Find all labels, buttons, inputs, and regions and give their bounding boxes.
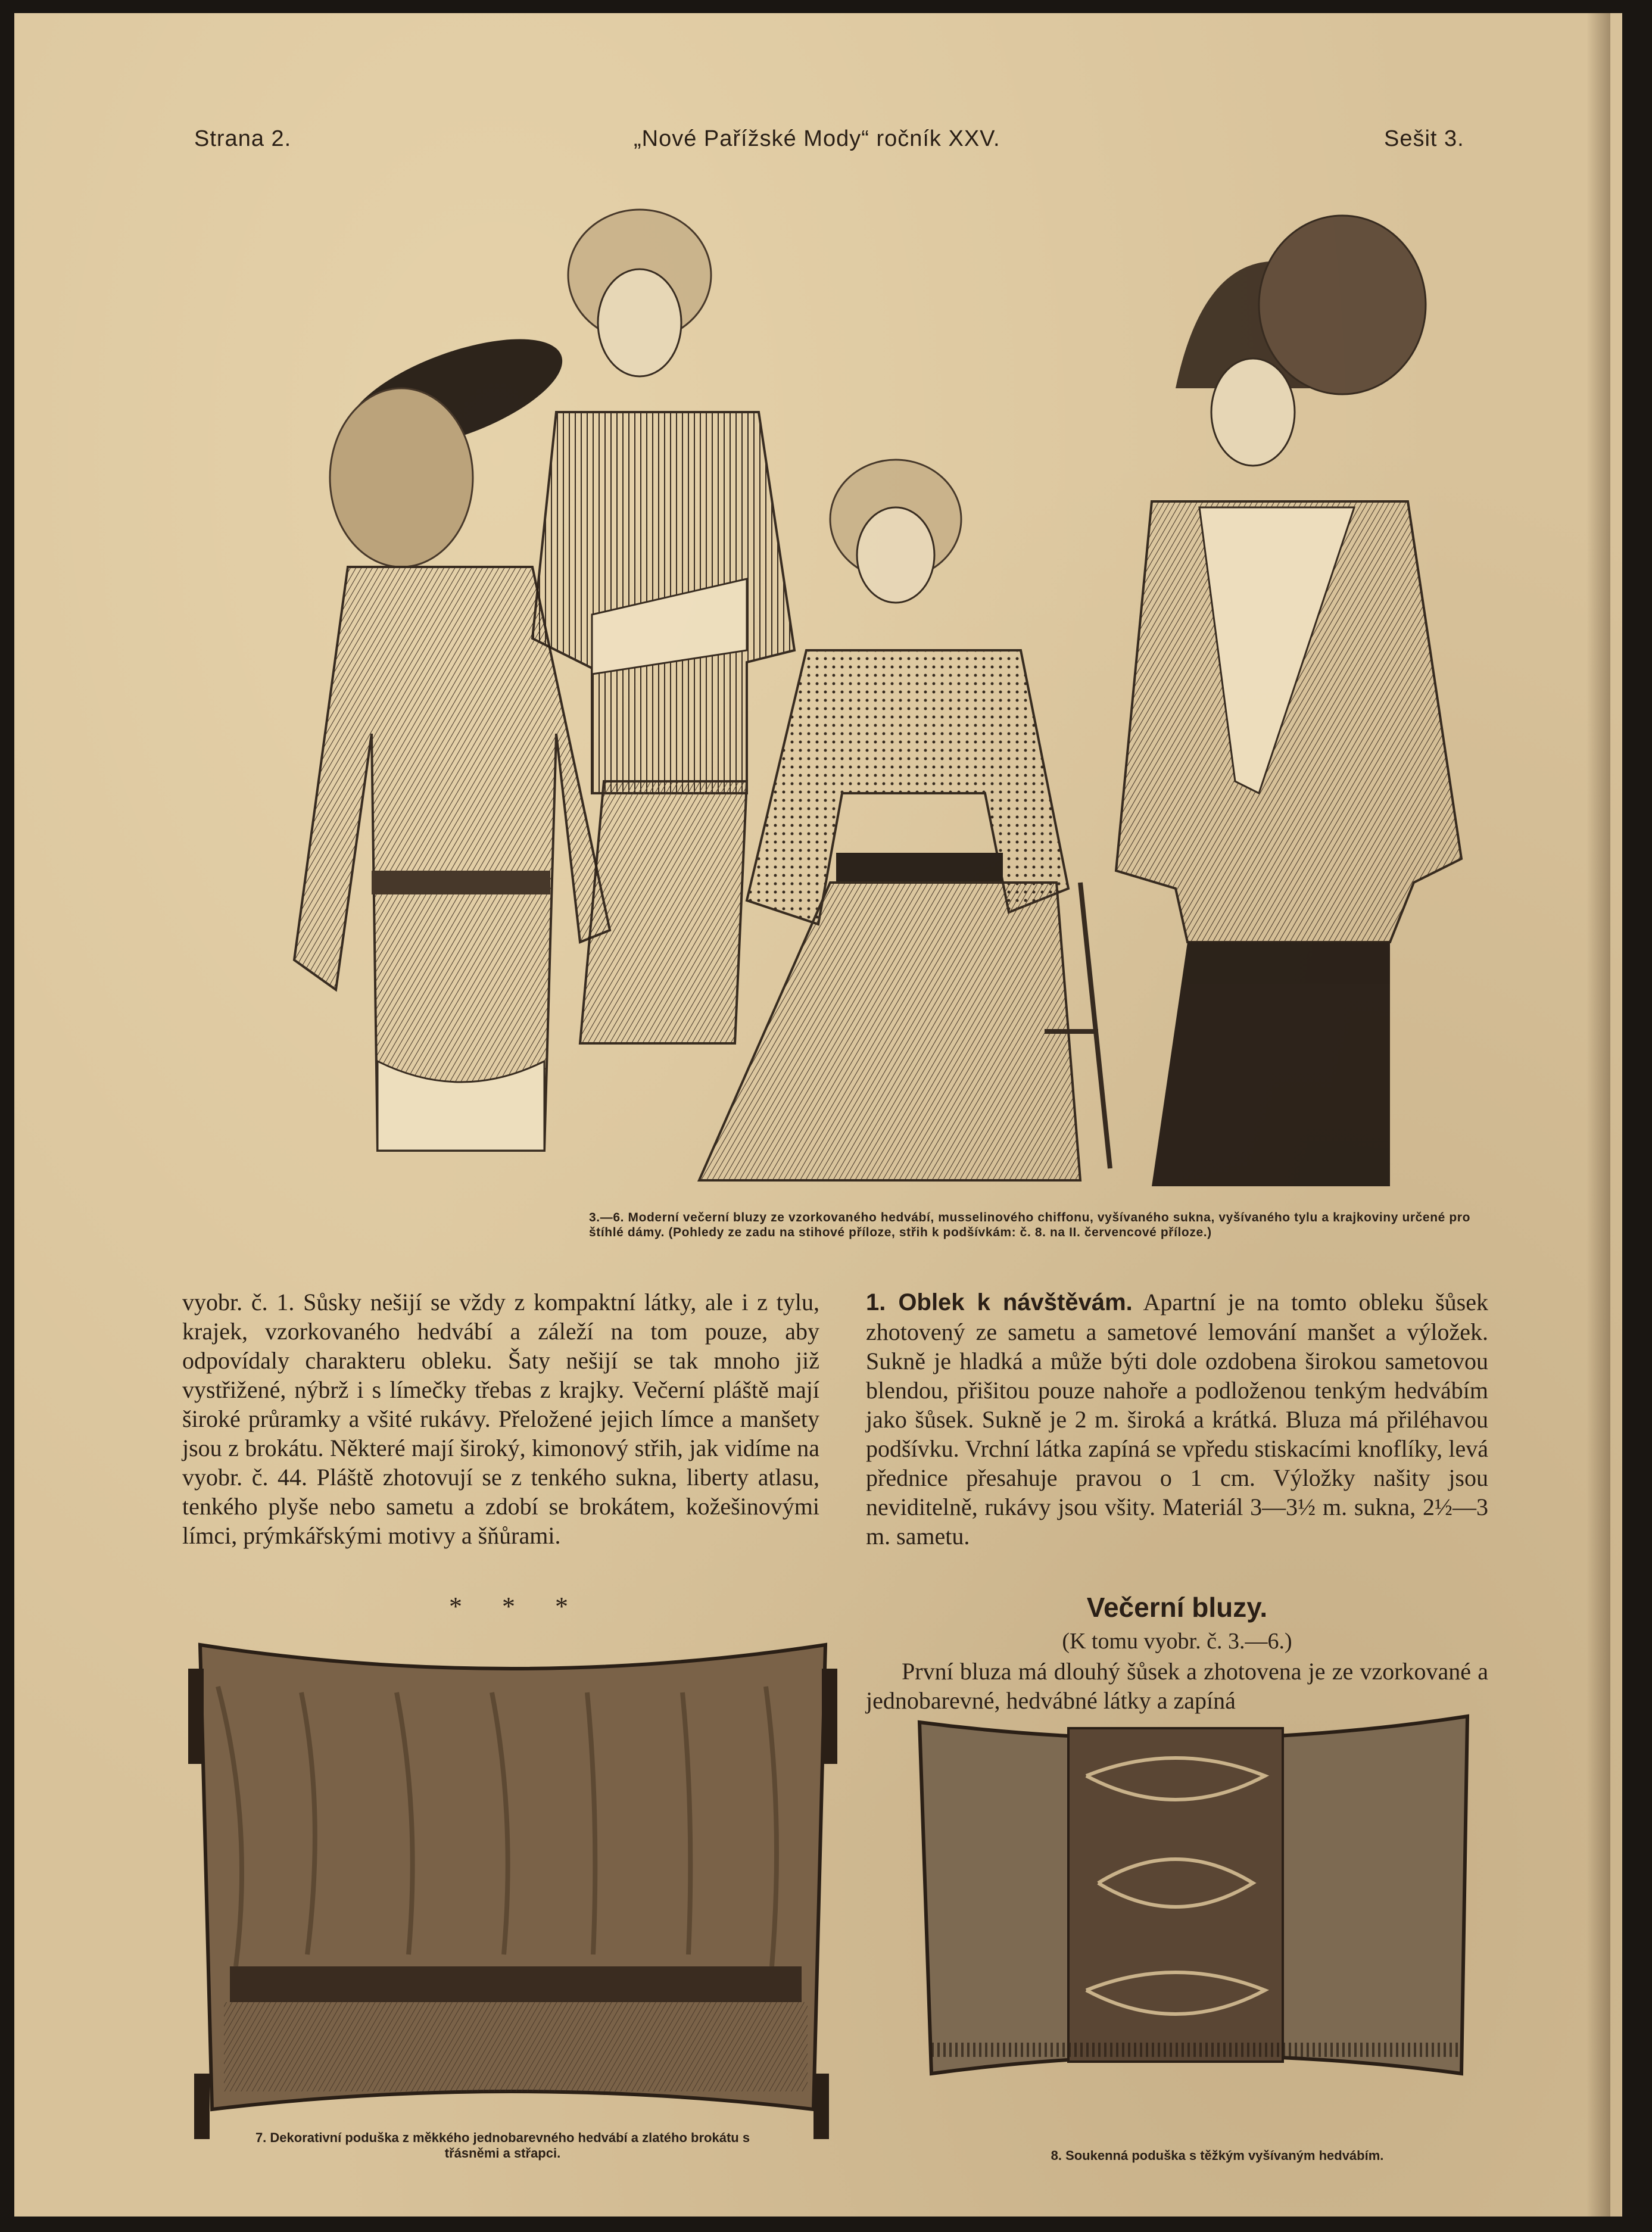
issue-number: Sešit 3. bbox=[1384, 126, 1464, 151]
figure-feather-hat bbox=[1116, 216, 1461, 1186]
figure-pleated-blouse bbox=[532, 210, 794, 1043]
pillow-7-illustration bbox=[182, 1621, 843, 2145]
magazine-title: „Nové Pařížské Mody“ ročník XXV. bbox=[634, 126, 1000, 151]
evening-blouses-paragraph: První bluza má dlouhý šůsek a zhotovena je ze vzorkované a jednobarevné, hedvábné látky a zapíná bbox=[866, 1658, 1488, 1714]
cloth-pillow-drawing bbox=[908, 1704, 1479, 2086]
section-heading: 1. Oblek k návštěvám. bbox=[866, 1289, 1133, 1315]
right-column-text: Apartní je na tomto obleku šůsek zhotovený ze sametu a sametové lemování manšet a výložek. Sukně je hladká a může býti dole ozdobena širokou sametovou blendou, přišitou pouze nahoře a podloženou tenkým hedvábím jako šůsek. Sukně je 2 m. široká a krátká. Bluza má přiléhavou podšívku. Vrchní látka zapíná se vpředu stiskacími knoflíky, levá přednice přesahuje pravou o 1 cm. Výložky našity jsou neviditelně, rukávy jsou všity. Materiál 3—3½ m. sukna, 2½—3 m. sametu. bbox=[866, 1289, 1489, 1550]
page-number: Strana 2. bbox=[194, 126, 292, 151]
section-separator-stars: * * * bbox=[449, 1592, 585, 1621]
left-column-text: vyobr. č. 1. Sůsky nešijí se vždy z kompaktní látky, ale i z tylu, krajek, vzorkovaného hedvábí a záleží na tom pouze, aby odpovídaly charakteru obleku. Šaty nešijí se tak mnoho již vystřižené, nýbrž i s límečky třebas z krajky. Večerní pláště mají široké průramky a všité rukávy. Přeložené jejich límce a manšety jsou z brokátu. Některé mají široký, kimonový střih, jak vidíme na vyobr. č. 44. Pláště zhotovují se z tenkého sukna, liberty atlasu, tenkého plyše nebo sametu a zdobí se brokátem, kožešinovými límci, prýmkářskými motivy a šňůrami. bbox=[182, 1289, 819, 1549]
pillow-7-caption: 7. Dekorativní poduška z měkkého jednobarevného hedvábí a zlatého brokátu s třásněmi a střapci. bbox=[255, 2130, 750, 2161]
right-column bbox=[866, 1288, 1488, 1551]
magazine-page bbox=[14, 13, 1622, 2217]
evening-blouses-heading: Večerní bluzy. bbox=[1086, 1592, 1268, 1623]
decorative-silk-pillow-drawing bbox=[182, 1621, 843, 2145]
page-spine-shadow bbox=[1586, 13, 1610, 2217]
pillow-8-illustration bbox=[908, 1704, 1479, 2086]
illustration-caption: 3.—6. Moderní večerní bluzy ze vzorkovaného hedvábí, musselinového chiffonu, vyšívaného sukna, vyšívaného tylu a krajkoviny určené pro štíhlé dámy. (Pohledy ze zadu na stihové příloze, střih k podšívkám: č. 8. na II. červencové příloze.) bbox=[589, 1211, 1470, 1239]
four-women-blouses-drawing bbox=[223, 198, 1473, 1210]
fashion-illustration bbox=[223, 198, 1473, 1210]
pillow-8-caption: 8. Soukenná poduška s těžkým vyšívaným hedvábím. bbox=[1051, 2148, 1384, 2163]
figure-reference-note: (K tomu vyobr. č. 3.—6.) bbox=[1062, 1629, 1292, 1654]
